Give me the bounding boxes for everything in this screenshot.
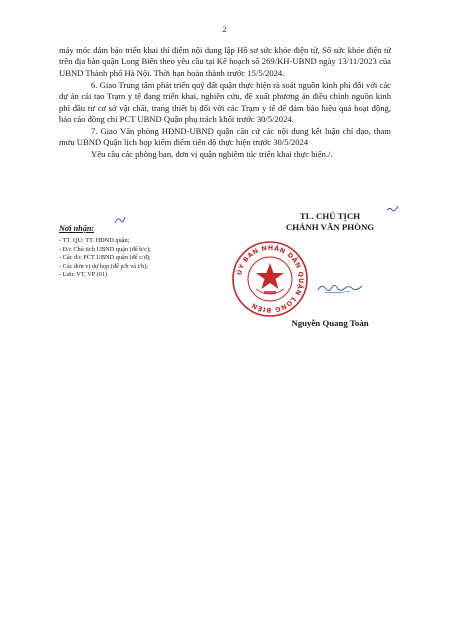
recipient-item: - TT. QU; TT. HĐND quận;	[59, 237, 130, 244]
recipient-item: - Đ/c Chủ tịch UBND quận (để b/c);	[59, 245, 151, 253]
paragraph-continued: máy móc đảm bảo triển khai thí điểm nội dung lập Hồ sơ sức khỏe điện tử, Sổ sức khỏe điện tử trên địa bàn quận Long Biên theo yêu cầu tại Kế hoạch số 269/KH-UBND ngày 13/11/2023 của UBND Thành phố Hà Nội. Thời hạn hoàn thành trước 15/5/2024.	[59, 45, 391, 78]
signature-title: TL. CHỦ TỊCH	[299, 211, 361, 221]
signer-name: Nguyễn Quang Toàn	[291, 318, 369, 328]
signature-position: CHÁNH VĂN PHÒNG	[285, 222, 375, 232]
svg-text:ỦY BAN NHÂN DÂN QUẬN LONG BIÊN: ỦY BAN NHÂN DÂN QUẬN LONG BIÊN	[235, 243, 306, 315]
recipients-list	[59, 237, 229, 280]
paragraph-closing: Yêu cầu các phòng ban, đơn vị quận nghiêm túc triển khai thực hiện./.	[91, 149, 333, 160]
paragraph-item-7: 7. Giao Văn phòng HĐND-UBND quận căn cứ các nội dung kết luận chỉ đạo, tham mưu UBND Quận lịch họp kiểm điểm tiến độ thực hiện trước 30/5/2024	[59, 126, 391, 148]
official-seal-stamp	[230, 239, 310, 319]
recipients-title: Nơi nhận:	[59, 224, 95, 233]
document-body	[59, 45, 391, 161]
recipient-item: - Các đ/c PCT UBND quận (để c/đ);	[59, 254, 151, 262]
page-number: 2	[222, 25, 227, 34]
handwritten-signature	[316, 280, 364, 296]
recipient-item: - Các đơn vị dự họp (để p/h và t/h);	[59, 262, 149, 270]
initial-mark	[113, 215, 127, 225]
recipient-item: - Lưu: VT, VP (01)	[59, 271, 108, 279]
recipients-block	[59, 218, 229, 280]
paragraph-item-6: 6. Giao Trung tâm phát triển quỹ đất quận thực hiện rà soát nguồn kinh phí đối với các dự án cải tạo Trạm y tế đang triển khai, nghiên cứu, đề xuất phương án điều chỉnh nguồn kinh phí đầu tư cơ sở vật chất, trang thiết bị đối với các Trạm y tế để đảm bảo hiệu quả hoạt động, báo cáo đồng chí PCT UBND Quận phụ trách khối trước 30/5/2024.	[59, 79, 391, 125]
